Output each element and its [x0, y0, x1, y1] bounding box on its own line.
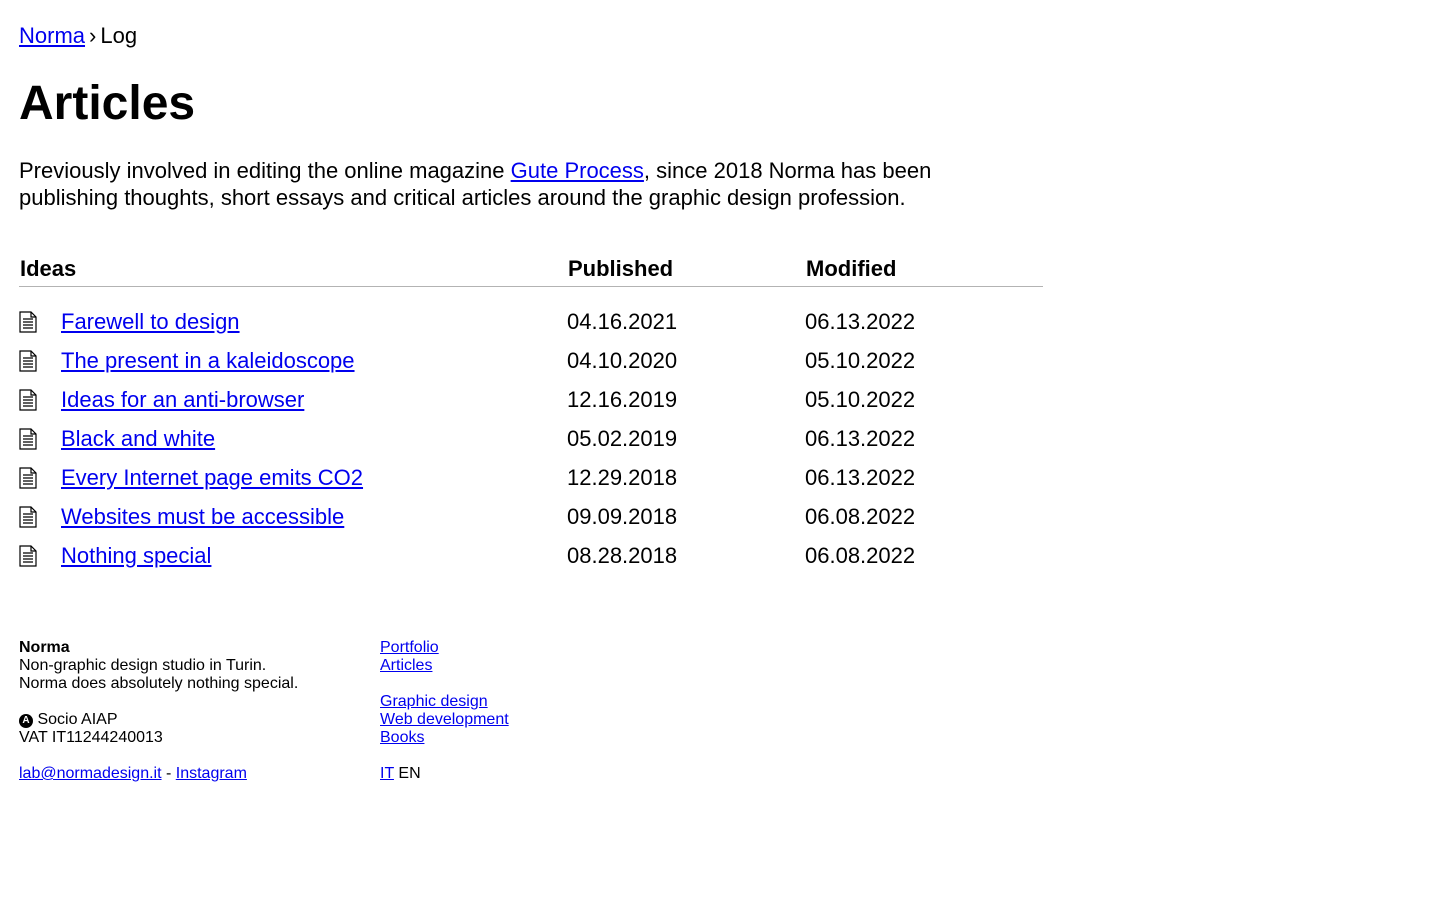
article-cell: [19, 308, 567, 336]
footer-tagline-2: Norma does absolutely nothing special.: [19, 675, 299, 692]
article-link[interactable]: Every Internet page emits CO2: [61, 464, 364, 490]
article-cell: [19, 386, 567, 414]
published-date: 12.29.2018: [567, 464, 678, 490]
document-icon: [19, 506, 37, 528]
header-modified: Modified: [806, 256, 897, 281]
modified-date: 06.13.2022: [805, 308, 916, 334]
article-link[interactable]: Black and white: [61, 425, 216, 451]
email-link[interactable]: lab@normadesign.it: [19, 765, 162, 782]
breadcrumb-separator: ›: [89, 23, 97, 48]
article-link[interactable]: Websites must be accessible: [61, 503, 345, 529]
modified-date: 06.13.2022: [805, 464, 916, 490]
footer-link-graphic-design[interactable]: Graphic design: [380, 693, 488, 710]
document-icon: [19, 389, 37, 411]
published-date: 04.10.2020: [567, 347, 678, 373]
modified-date: 06.08.2022: [805, 503, 916, 529]
article-link[interactable]: Farewell to design: [61, 308, 240, 334]
published-date: 05.02.2019: [567, 425, 678, 451]
page-title: Articles: [19, 77, 196, 130]
document-icon: [19, 545, 37, 567]
intro-paragraph: [19, 157, 1029, 211]
published-date: 12.16.2019: [567, 386, 678, 412]
footer-link-portfolio[interactable]: Portfolio: [380, 639, 439, 656]
footer-info: [19, 639, 380, 783]
aiap-icon: A: [19, 714, 33, 728]
gute-process-link[interactable]: Gute Process: [510, 158, 644, 183]
breadcrumb-current: Log: [100, 23, 138, 48]
article-link[interactable]: The present in a kaleidoscope: [61, 347, 355, 373]
article-link[interactable]: Nothing special: [61, 542, 212, 568]
lang-en-current: EN: [398, 765, 421, 782]
header-ideas: Ideas: [20, 256, 77, 281]
modified-date: 06.13.2022: [805, 425, 916, 451]
article-cell: [19, 425, 567, 453]
table-row: [19, 497, 1043, 536]
footer-aiap-label: Socio AIAP: [37, 711, 118, 728]
footer-aiap: [19, 711, 380, 729]
published-date: 08.28.2018: [567, 542, 678, 568]
footer-studio-name: Norma: [19, 639, 70, 656]
breadcrumb-home-link[interactable]: Norma: [19, 23, 86, 48]
article-cell: [19, 503, 567, 531]
breadcrumb: [19, 22, 137, 50]
header-published: Published: [568, 256, 674, 281]
article-cell: [19, 347, 567, 375]
footer-link-web-development[interactable]: Web development: [380, 711, 509, 728]
footer-vat: VAT IT11244240013: [19, 729, 163, 746]
footer-link-articles[interactable]: Articles: [380, 657, 433, 674]
modified-date: 05.10.2022: [805, 386, 916, 412]
intro-text-before: Previously involved in editing the online magazine: [19, 158, 511, 183]
footer-tagline-1: Non-graphic design studio in Turin.: [19, 657, 267, 674]
footer-contact: [19, 765, 380, 783]
footer-nav: [380, 639, 680, 783]
contact-separator: -: [161, 765, 176, 782]
document-icon: [19, 350, 37, 372]
document-icon: [19, 467, 37, 489]
modified-date: 06.08.2022: [805, 542, 916, 568]
table-row: [19, 419, 1043, 458]
articles-table: [19, 255, 1043, 575]
footer-link-books[interactable]: Books: [380, 729, 425, 746]
language-switcher: [380, 765, 680, 783]
instagram-link[interactable]: Instagram: [175, 765, 247, 782]
article-cell: [19, 542, 567, 570]
table-body: [19, 302, 1043, 575]
table-row: [19, 302, 1043, 341]
article-link[interactable]: Ideas for an anti-browser: [61, 386, 305, 412]
table-row: [19, 458, 1043, 497]
published-date: 09.09.2018: [567, 503, 678, 529]
document-icon: [19, 311, 37, 333]
lang-it-link[interactable]: IT: [380, 765, 394, 782]
table-row: [19, 380, 1043, 419]
table-row: [19, 536, 1043, 575]
intro-text-after: , since 2018 Norma has been publishing thoughts, short essays and critical articles around the graphic design profession.: [19, 158, 932, 210]
modified-date: 05.10.2022: [805, 347, 916, 373]
published-date: 04.16.2021: [567, 308, 678, 334]
article-cell: [19, 464, 567, 492]
table-row: [19, 341, 1043, 380]
footer: [19, 639, 680, 783]
table-header: [19, 255, 1043, 287]
document-icon: [19, 428, 37, 450]
